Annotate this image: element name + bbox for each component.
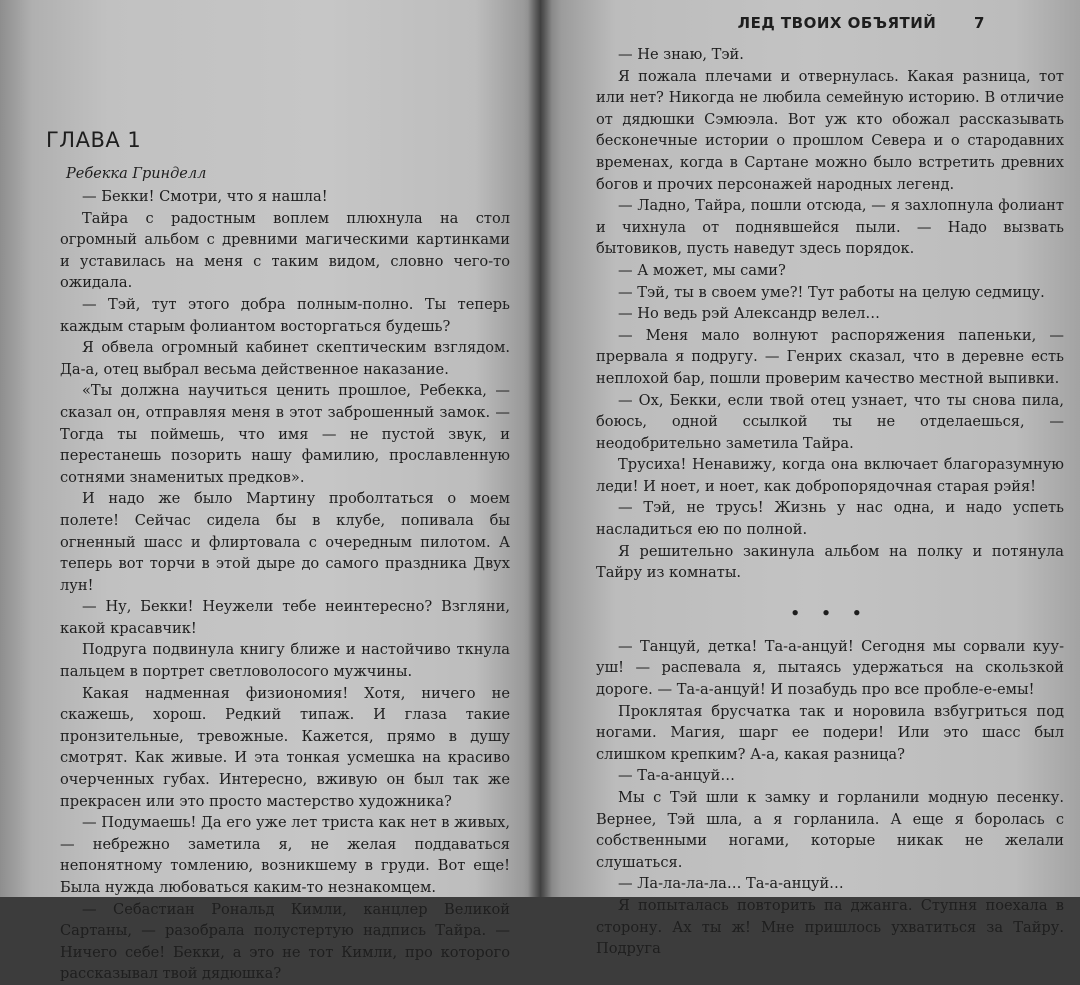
- paragraph: Тайра с радостным воплем плюхнула на стол огромный альбом с древними магическими картинками и уставилась на меня с таким видом, словно чего-то ожидала.: [60, 209, 510, 292]
- paragraph: «Ты должна научиться ценить прошлое, Ребекка, — сказал он, отправляя меня в этот заброшенный замок. — Тогда ты поймешь, что имя — не пустой звук, и перестанешь позорить нашу фамилию, прославленную сотнями знаменитых предков».: [60, 382, 510, 486]
- paragraph: Я решительно закинула альбом на полку и потянула Тайру из комнаты.: [596, 542, 1064, 582]
- paragraph: — Себастиан Рональд Кимли, канцлер Великой Сартаны, — разобрала полустертую надпись Тайра. — Ничего себе! Бекки, а это не тот Кимли, про которого рассказывал твой дядюшка?: [60, 900, 510, 983]
- paragraph: — Тэй, тут этого добра полным-полно. Ты теперь каждым старым фолиантом восторгаться будешь?: [60, 295, 510, 335]
- left-page-text: [60, 186, 510, 985]
- paragraph: — Тэй, ты в своем уме?! Тут работы на целую седмицу.: [618, 283, 1045, 301]
- book-gutter: [528, 0, 552, 897]
- paragraph: И надо же было Мартину проболтаться о моем полете! Сейчас сидела бы в клубе, попивала бы огненный шасс и флиртовала с очередным пилотом. А теперь вот торчи в этой дыре до самого праздника Двух лун!: [60, 490, 510, 594]
- paragraph: — Тэй, не трусь! Жизнь у нас одна, и надо успеть насладиться ею по полной.: [596, 499, 1064, 539]
- paragraph: Я попыталась повторить па джанга. Ступня поехала в сторону. Ах ты ж! Мне пришлось ухватиться за Тайру. Подруга: [596, 896, 1064, 958]
- section-separator: • • •: [790, 603, 870, 622]
- paragraph: — Подумаешь! Да его уже лет триста как нет в живых, — небрежно заметила я, не желая поддаваться непонятному томлению, возникшему в груди. Вот еще! Была нужда любоваться каким-то незнакомцем.: [60, 814, 510, 896]
- paragraph: — Меня мало волнуют распоряжения папеньки, — прервала я подругу. — Генрих сказал, что в деревне есть неплохой бар, пошли проверим качество местной выпивки.: [596, 326, 1064, 387]
- page-number: 7: [974, 14, 985, 32]
- paragraph: Проклятая брусчатка так и норовила взбугриться под ногами. Магия, шарг ее подери! Или это шасс был слишком крепким? А-а, какая разница?: [596, 702, 1064, 763]
- paragraph: — Ладно, Тайра, пошли отсюда, — я захлопнула фолиант и чихнула от поднявшейся пыли. — Надо вызвать бытовиков, пусть наведут здесь порядок.: [596, 197, 1064, 258]
- left-page: [0, 0, 540, 983]
- paragraph: Какая надменная физиономия! Хотя, ничего не скажешь, хорош. Редкий типаж. И глаза такие пронзительные, тревожные. Кажется, прямо в душу смотрят. Как живые. И эта тонкая усмешка на красиво очерченных губах. Интересно, вживую он был так же прекрасен или это просто мастерство художника?: [60, 684, 510, 810]
- right-page: [540, 0, 1080, 958]
- paragraph: — Ну, Бекки! Неужели тебе неинтересно? Взгляни, какой красавчик!: [60, 598, 510, 637]
- paragraph: — Танцуй, детка! Та-а-анцуй! Сегодня мы сорвали куу-уш! — распевала я, пытаясь удержаться на скользкой дороге. — Та-а-анцуй! И позабудь про все пробле-е-емы!: [596, 637, 1064, 699]
- paragraph: — Не знаю, Тэй.: [618, 46, 744, 63]
- paragraph: — Ох, Бекки, если твой отец узнает, что ты снова пила, боюсь, одной ссылкой ты не отделаешься, — неодобрительно заметила Тайра.: [596, 391, 1064, 452]
- paragraph: Я пожала плечами и отвернулась. Какая разница, тот или нет? Никогда не любила семейную историю. В отличие от дядюшки Сэмюэла. Вот уж кто обожал рассказывать бесконечные истории о прошлом Севера и о стародавних временах, когда в Сартане можно было встретить древних богов и прочих персонажей народных легенд.: [596, 67, 1064, 193]
- paragraph: Подруга подвинула книгу ближе и настойчиво ткнула пальцем в портрет светловолосого мужчины.: [60, 641, 510, 681]
- paragraph: — Но ведь рэй Александр велел…: [618, 305, 880, 323]
- chapter-title: ГЛАВА 1: [46, 128, 142, 152]
- paragraph: — Бекки! Смотри, что я нашла!: [82, 188, 328, 205]
- paragraph: Я обвела огромный кабинет скептическим взглядом. Да-а, отец выбрал весьма действенное наказание.: [60, 339, 510, 378]
- paragraph: — Ла-ла-ла-ла… Та-а-анцуй…: [618, 875, 844, 893]
- right-page-text: [596, 44, 1064, 960]
- paragraph: — А может, мы сами?: [618, 261, 786, 279]
- paragraph: Мы с Тэй шли к замку и горланили модную песенку. Вернее, Тэй шла, а я горланила. А еще я боролась с собственными ногами, которые никак не желали слушаться.: [596, 789, 1064, 871]
- paragraph: — Та-а-анцуй…: [618, 767, 735, 785]
- running-head: ЛЕД ТВОИХ ОБЪЯТИЙ: [737, 14, 937, 32]
- paragraph: Трусиха! Ненавижу, когда она включает благоразумную леди! И ноет, и ноет, как добропорядочная старая рэйя!: [596, 456, 1064, 495]
- chapter-subtitle: Ребекка Гринделл: [66, 166, 207, 182]
